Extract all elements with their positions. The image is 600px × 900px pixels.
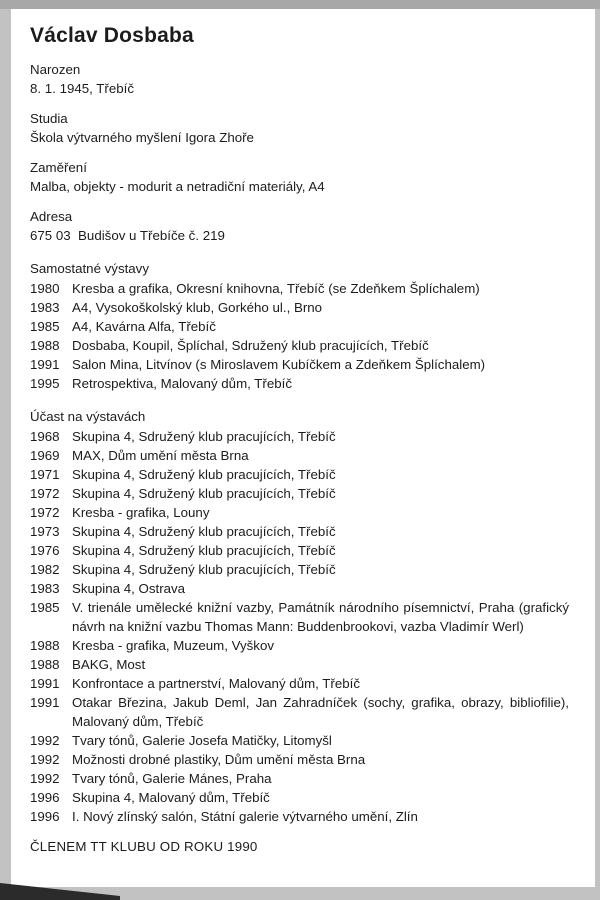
exhibition-row [30,674,569,693]
info-label: Zaměření [30,160,87,175]
exhibition-row [30,788,569,807]
exhibition-row [30,446,569,465]
exhibition-year: 1972 [30,486,60,501]
exhibition-year: 1982 [30,562,60,577]
info-section [30,158,569,196]
exhibition-row [30,465,569,484]
info-value: Škola výtvarného myšlení Igora Zhoře [30,130,254,145]
exhibition-year: 1988 [30,638,60,653]
info-value: 675 03 Budišov u Třebíče č. 219 [30,228,225,243]
info-value: Malba, objekty - modurit a netradiční materiály, A4 [30,179,325,194]
exhibition-description: Skupina 4, Malovaný dům, Třebíč [72,790,270,805]
exhibition-description: A4, Vysokoškolský klub, Gorkého ul., Brno [72,300,323,315]
exhibition-year: 1995 [30,376,60,391]
exhibition-year: 1988 [30,657,60,672]
exhibition-year: 1991 [30,357,60,372]
exhibition-description: Retrospektiva, Malovaný dům, Třebíč [72,376,292,391]
exhibition-row [30,336,569,355]
exhibition-row [30,693,569,731]
document-content [11,9,595,856]
exhibition-row [30,541,569,560]
exhibition-row [30,522,569,541]
exhibition-row [30,279,569,298]
exhibition-description: Skupina 4, Sdružený klub pracujících, Třebíč [72,486,336,501]
exhibition-row [30,579,569,598]
exhibition-description: Skupina 4, Sdružený klub pracujících, Třebíč [72,562,336,577]
exhibition-year: 1988 [30,338,60,353]
exhibition-row [30,427,569,446]
exhibition-year: 1969 [30,448,60,463]
exhibition-year: 1983 [30,300,60,315]
exhibition-year: 1991 [30,676,60,691]
info-label: Narozen [30,62,81,77]
exhibition-year: 1992 [30,771,60,786]
exhibition-year: 1985 [30,600,60,615]
exhibition-row [30,317,569,336]
exhibition-description: Možnosti drobné plastiky, Dům umění města Brna [72,752,366,767]
exhibition-year: 1972 [30,505,60,520]
exhibition-row [30,655,569,674]
exhibition-description: Konfrontace a partnerství, Malovaný dům, Třebíč [72,676,360,691]
solo-exhibitions-heading: Samostatné výstavy [30,261,149,276]
exhibition-description: Salon Mina, Litvínov (s Miroslavem Kubíčkem a Zdeňkem Šplíchalem) [72,357,486,372]
exhibition-row [30,598,569,636]
exhibition-description: I. Nový zlínský salón, Státní galerie výtvarného umění, Zlín [72,809,418,824]
exhibition-year: 1980 [30,281,60,296]
info-label: Studia [30,111,68,126]
exhibition-row [30,807,569,826]
page-title: Václav Dosbaba [30,24,194,47]
exhibition-description: Kresba - grafika, Muzeum, Vyškov [72,638,274,653]
info-section [30,60,569,98]
exhibition-row [30,484,569,503]
exhibition-description: Kresba - grafika, Louny [72,505,210,520]
exhibition-description: Otakar Březina, Jakub Deml, Jan Zahradníček (sochy, grafika, obrazy, bibliofilie), Malovaný dům, Třebíč [72,695,569,729]
exhibition-row [30,769,569,788]
group-exhibitions-heading: Účast na výstavách [30,409,146,424]
exhibition-description: BAKG, Most [72,657,146,672]
exhibition-description: V. trienále umělecké knižní vazby, Památník národního písemnictví, Praha (grafický návrh na knižní vazbu Thomas Mann: Buddenbrookovi, vazba Vladimír Werl) [72,600,569,634]
exhibition-year: 1992 [30,733,60,748]
exhibition-row [30,731,569,750]
document-page [11,9,595,887]
exhibition-description: Skupina 4, Ostrava [72,581,186,596]
exhibition-year: 1968 [30,429,60,444]
exhibition-year: 1971 [30,467,60,482]
exhibition-description: Dosbaba, Koupil, Šplíchal, Sdružený klub pracujících, Třebíč [72,338,429,353]
info-section [30,207,569,245]
exhibition-row [30,503,569,522]
exhibition-year: 1983 [30,581,60,596]
solo-exhibitions-list [30,279,569,393]
exhibition-description: Skupina 4, Sdružený klub pracujících, Třebíč [72,524,336,539]
exhibition-row [30,355,569,374]
exhibition-description: Skupina 4, Sdružený klub pracujících, Třebíč [72,467,336,482]
info-section [30,109,569,147]
exhibition-year: 1991 [30,695,60,710]
exhibition-description: MAX, Dům umění města Brna [72,448,249,463]
exhibition-description: Skupina 4, Sdružený klub pracujících, Třebíč [72,429,336,444]
exhibition-row [30,636,569,655]
exhibition-row [30,374,569,393]
exhibition-description: Skupina 4, Sdružený klub pracujících, Třebíč [72,543,336,558]
exhibition-description: Kresba a grafika, Okresní knihovna, Třebíč (se Zdeňkem Šplíchalem) [72,281,480,296]
membership-note: ČLENEM TT KLUBU OD ROKU 1990 [30,839,258,854]
exhibition-row [30,750,569,769]
info-label: Adresa [30,209,73,224]
exhibition-year: 1992 [30,752,60,767]
exhibition-year: 1996 [30,790,60,805]
exhibition-year: 1973 [30,524,60,539]
exhibition-year: 1985 [30,319,60,334]
exhibition-row [30,560,569,579]
exhibition-description: Tvary tónů, Galerie Josefa Matičky, Litomyšl [72,733,332,748]
exhibition-description: A4, Kavárna Alfa, Třebíč [72,319,216,334]
exhibition-year: 1996 [30,809,60,824]
info-value: 8. 1. 1945, Třebíč [30,81,134,96]
info-sections [30,60,569,245]
exhibition-row [30,298,569,317]
exhibition-year: 1976 [30,543,60,558]
exhibition-description: Tvary tónů, Galerie Mánes, Praha [72,771,272,786]
group-exhibitions-list [30,427,569,826]
